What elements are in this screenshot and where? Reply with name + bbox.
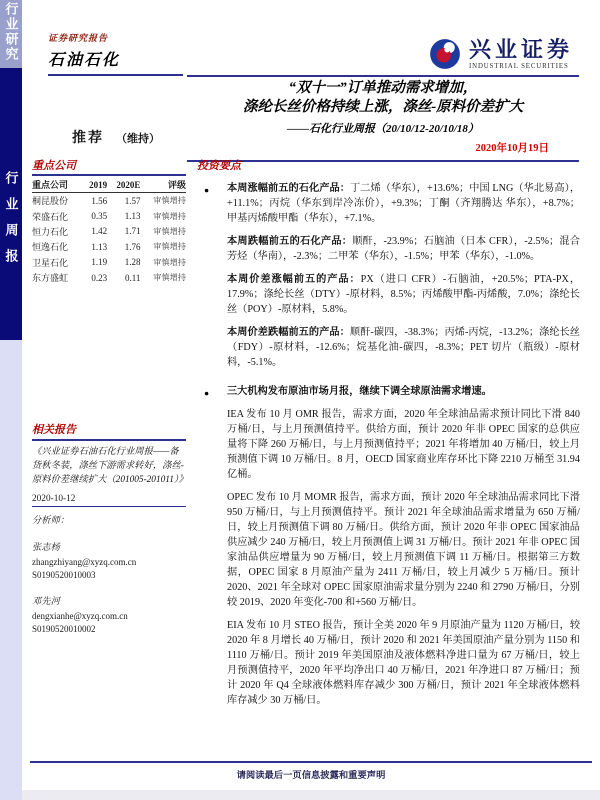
analyst-license: S0190520010002 — [32, 623, 96, 634]
eps-2019: 1.42 — [91, 226, 108, 237]
eps-2019: 1.13 — [91, 241, 108, 252]
eps-2020e: 1.57 — [124, 195, 141, 206]
report-title-line1: “双十一”订单推动需求增加， — [288, 80, 478, 96]
bullet-icon: ● — [204, 388, 210, 398]
paragraph-spread-gainers — [197, 272, 580, 317]
paragraph-monthly-title — [197, 384, 580, 399]
rating-label: 推荐 — [72, 131, 104, 146]
paragraph-lead: 本周价差跌幅前五的产品： — [227, 327, 350, 338]
table-header-row — [32, 177, 186, 193]
key-companies-heading: 重点公司 — [32, 157, 186, 176]
stock-rating: 审慎增持 — [153, 273, 186, 283]
eps-2020e: 1.13 — [124, 211, 141, 222]
col-company: 重点公司 — [32, 177, 82, 193]
report-header-left — [48, 31, 120, 70]
footer-rule — [30, 761, 592, 763]
company-name: 卫星石化 — [32, 257, 69, 268]
col-2020e: 2020E — [107, 177, 140, 193]
related-report-title: 《兴业证券石油石化行业周报——备货秋冬装，涤丝下游需求转好，涤丝-原料价差继续扩大（201005-201011）》 — [32, 447, 188, 485]
paragraph-top-losers — [197, 234, 580, 264]
paragraph-body: 顺酐-碳四，-38.3%；丙烯-丙烷，-13.2%；涤纶长丝（FDY）-原材料，-12.6%；烷基化油-碳四，-8.3%；PET 切片（瓶级）-原材料，-5.1%。 — [227, 327, 580, 368]
analyst-card — [32, 593, 186, 634]
sidebar-section-industry-weekly — [0, 68, 22, 340]
table-row — [32, 239, 186, 254]
stock-rating: 审慎增持 — [153, 226, 186, 236]
eps-2020e: 1.76 — [124, 241, 141, 252]
bullet-icon: ● — [204, 185, 210, 195]
table-row — [32, 224, 186, 239]
col-rating: 评级 — [140, 177, 186, 193]
left-sidebar — [0, 0, 22, 800]
eps-2020e: 1.71 — [124, 226, 141, 237]
related-reports-heading: 相关报告 — [32, 421, 186, 441]
investment-points-section — [197, 157, 580, 708]
table-row — [32, 270, 186, 285]
industrial-securities-logo-icon — [428, 37, 462, 71]
table-row — [32, 208, 186, 223]
sector-title: 石油石化 — [48, 52, 121, 69]
rating-status: （维持） — [116, 133, 160, 145]
analyst-card — [32, 539, 186, 580]
rating-line — [72, 127, 160, 147]
paragraph-lead: 本周涨幅前五的石化产品： — [227, 183, 351, 194]
company-name: 荣盛石化 — [32, 211, 69, 222]
report-header-right — [187, 0, 579, 77]
key-companies-section — [32, 157, 186, 285]
paragraph-body: EIA 发布 10 月 STEO 报告，预计全美 2020 年 9 月原油产量为 1120 万桶/日，较 2020 年 8 月增长 40 万桶/日，预计 2020 和 2021 年美国原油产量分别为 1150 和 1110 万桶/日。预计 2019 年美国原油及液体燃料净进口量为 67 万桶/日，较上月预测值持平，2020 年平均净出口 40 万桶/日，2021 年净进口 87 万桶/日；预计 2020 年 Q4 全球液体燃料库存减少 300 万桶/日，预计 2021 年全球液体燃料库存减少 30 万桶/日。 — [227, 620, 580, 706]
analyst-name: 邓先河 — [32, 596, 60, 607]
paragraph-body: 三大机构发布原油市场月报，继续下调全球原油需求增速。 — [227, 386, 492, 397]
analysts-label: 分析师： — [32, 515, 70, 526]
brand-name-cn: 兴业证券 — [468, 36, 573, 62]
eps-2019: 1.19 — [91, 257, 108, 268]
eps-2020e: 0.11 — [125, 272, 141, 283]
analyst-email: zhangzhiyang@xyzq.com.cn — [32, 556, 137, 567]
brand-logo — [428, 37, 573, 71]
eps-2020e: 1.28 — [124, 257, 141, 268]
investment-points-heading: 投资要点 — [197, 160, 241, 172]
eps-2019: 0.35 — [91, 211, 108, 222]
paragraph-opec — [197, 490, 580, 610]
analyst-email: dengxianhe@xyzq.com.cn — [32, 610, 128, 621]
key-companies-table — [32, 177, 186, 285]
paragraph-spread-losers — [197, 325, 580, 370]
company-name: 恒力石化 — [32, 226, 69, 237]
related-report-date: 2020-10-12 — [32, 494, 186, 507]
company-name: 恒逸石化 — [32, 242, 69, 253]
brand-name-en: INDUSTRIAL SECURITIES — [468, 62, 569, 70]
paragraph-body: 顺酐，-23.9%；石脑油（日本 CFR），-2.5%；混合芳烃（华南），-2.3%；二甲苯（华东），-1.5%；甲苯（华东），-1.0%。 — [227, 236, 580, 262]
eps-2019: 0.23 — [91, 272, 108, 283]
report-type-label: 证券研究报告 — [48, 33, 109, 43]
report-subtitle: ——石化行业周报（20/10/12-20/10/18） — [287, 122, 479, 135]
sidebar-section-industry-research — [0, 0, 22, 68]
paragraph-iea — [197, 407, 580, 482]
paragraph-eia — [197, 618, 580, 708]
paragraph-body: OPEC 发布 10 月 MOMR 报告，需求方面，预计 2020 年全球油品需求同比下滑 950 万桶/日，与上月预测值持平。预计 2021 年全球油品需求增量为 650 万桶/日，较上月预测值下调 80 万桶/日。供给方面，预计 2020 年非 OPEC 国家油品供应减少 240 万桶/日，较上月预测值上调 31 万桶/日。预计 2021 年非 OPEC 国家油品供应增量为 90 万桶/日，较上月预测值下调 11 万桶/日。根据第三方数据，OPEC 国家 8 月原油产量为 2411 万桶/日，较上月减少 5 万桶/日。预计 2020、2021 年全球对 OPEC 国家原油需求量分别为 2240 和 2790 万桶/日，分别较 2019、2020 年变化-700 和+560 万桶/日。 — [227, 492, 580, 608]
page-bottom-edge — [22, 790, 600, 800]
oil-monthly-reports-group — [197, 384, 580, 708]
industry-research-label: 行业研究 — [3, 2, 19, 62]
paragraph-lead: 本周跌幅前五的石化产品： — [227, 236, 353, 247]
table-row — [32, 193, 186, 209]
sidebar-lower-strip — [0, 340, 22, 800]
brand-text — [468, 36, 573, 70]
footer-disclaimer: 请阅读最后一页信息披露和重要声明 — [236, 771, 386, 781]
report-body — [22, 0, 600, 800]
company-name: 桐昆股份 — [32, 196, 69, 207]
stock-rating: 审慎增持 — [153, 211, 186, 221]
left-header-rule — [48, 74, 183, 76]
eps-2019: 1.56 — [91, 195, 108, 206]
paragraph-body: PX（进口 CFR）-石脑油，+20.5%；PTA-PX，17.9%；涤纶长丝（DTY）-原材料，8.5%；丙烯酸甲酯-丙烯酸，7.0%；涤纶长丝（POY）-原材料，5.8%。 — [227, 274, 581, 315]
report-title-line2: 涤纶长丝价格持续上涨，涤丝-原料价差扩大 — [242, 98, 524, 115]
paragraph-top-gainers — [197, 181, 580, 226]
report-date: 2020年10月19日 — [475, 142, 549, 154]
related-reports-section — [32, 421, 186, 634]
stock-rating: 审慎增持 — [153, 257, 186, 267]
paragraph-lead: 本周价差涨幅前五的产品： — [227, 274, 361, 285]
analyst-license: S0190520010003 — [32, 569, 96, 580]
company-name: 东方盛虹 — [32, 273, 69, 284]
report-title-block — [187, 79, 579, 162]
table-row — [32, 255, 186, 270]
analyst-name: 张志杨 — [32, 542, 60, 553]
industry-weekly-label: 行业周报 — [3, 171, 19, 275]
paragraph-body: 丁二烯（华东），+13.6%；中国 LNG（华北易高），+11.1%；丙烷（华东到岸冷冻价），+9.3%；丁酮（齐翔腾达 华东），+8.7%；甲基丙烯酸甲酯（华东），+7.1%。 — [227, 183, 581, 224]
col-2019: 2019 — [82, 177, 107, 193]
stock-rating: 审慎增持 — [153, 242, 186, 252]
weekly-price-moves-group — [197, 181, 580, 370]
paragraph-body: IEA 发布 10 月 OMR 报告，需求方面，2020 年全球油品需求预计同比下滑 840 万桶/日，与上月预测值持平。供给方面，预计 2020 年非 OPEC 国家的总供应量将下降 260 万桶/日，与上月预测值持平；2021 年将增加 40 万桶/日，较上月预测值下调 10 万桶/日。8 月，OECD 国家商业库存环比下降 2210 万桶至 31.94 亿桶。 — [227, 409, 580, 480]
stock-rating: 审慎增持 — [153, 196, 186, 206]
